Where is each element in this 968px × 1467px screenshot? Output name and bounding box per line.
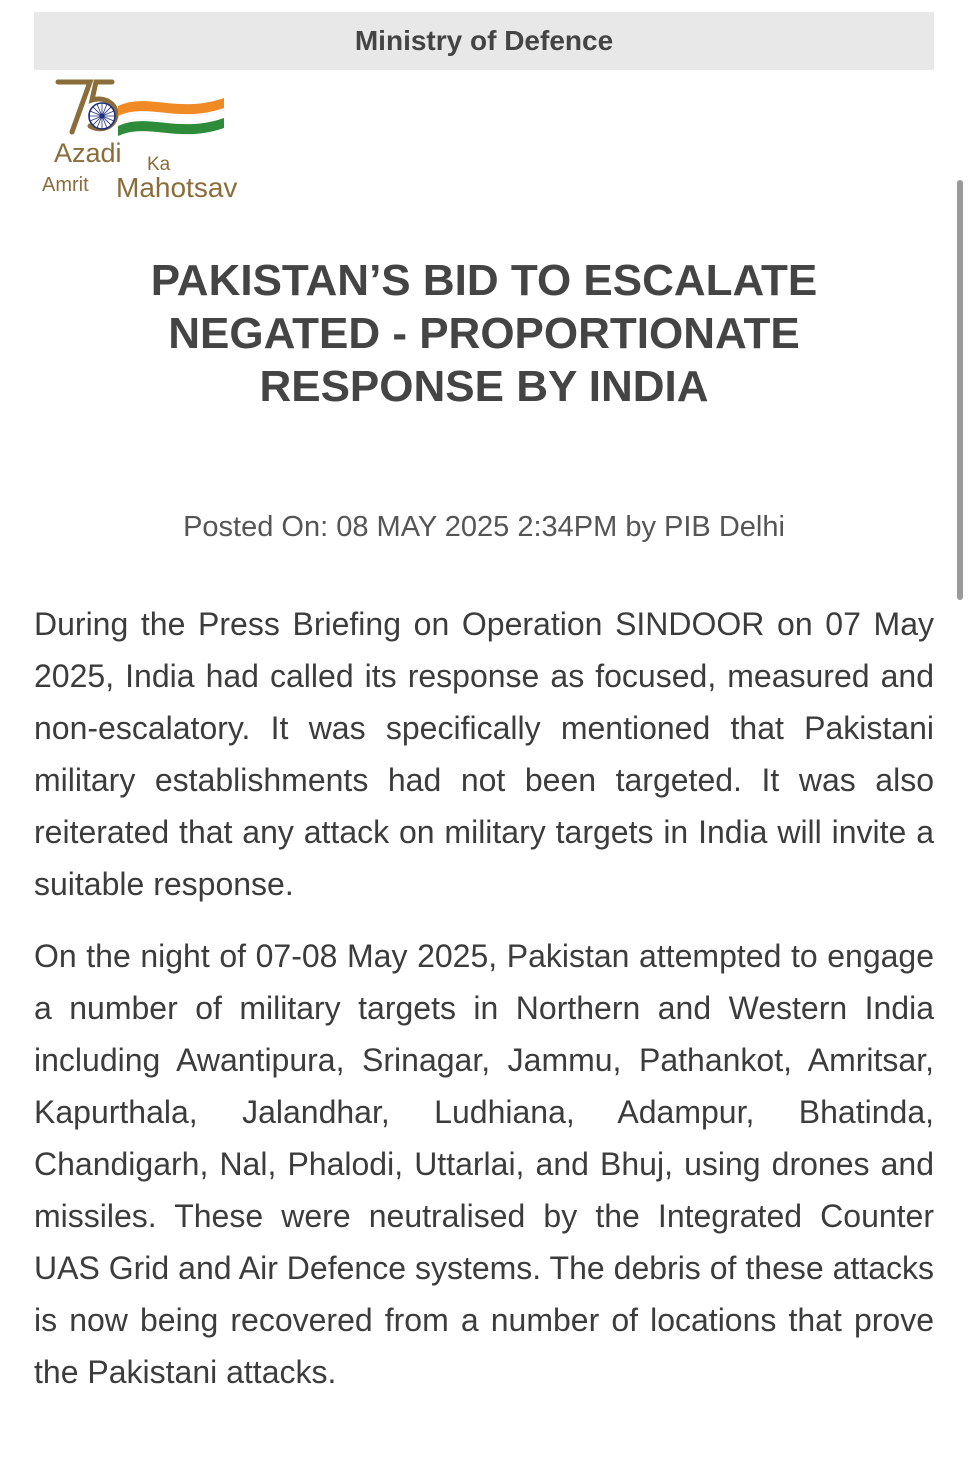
ministry-header	[34, 12, 934, 70]
ministry-name: Ministry of Defence	[354, 25, 614, 56]
vertical-scrollbar[interactable]	[957, 180, 963, 600]
logo-text-ka: Ka	[147, 154, 171, 175]
article-paragraph-2: On the night of 07-08 May 2025, Pakistan attempted to engage a number of military targets in Northern and Western India including Awantipura, Srinagar, Jammu, Pathankot, Amritsar, Kapurthala, Jalandhar, Ludhiana, Adampur, Bhatinda, Chandigarh, Nal, Phalodi, Uttarlai, and Bhuj, using drones and missiles. These were neutralised by the Integrated Counter UAS Grid and Air Defence systems. The debris of these attacks is now being recovered from a number of locations that prove the Pakistani attacks.	[34, 938, 934, 1390]
logo-text-mahotsav: Mahotsav	[116, 172, 238, 203]
azadi-ka-amrit-mahotsav-logo	[38, 74, 278, 214]
posted-on-line: Posted On: 08 MAY 2025 2:34PM by PIB Delhi	[183, 511, 785, 543]
logo-text-azadi: Azadi	[54, 138, 122, 168]
logo-text-amrit: Amrit	[42, 174, 89, 196]
article-title: PAKISTAN’S BID TO ESCALATE NEGATED - PROPORTIONATE RESPONSE BY INDIA	[150, 256, 818, 411]
article-paragraph-1: During the Press Briefing on Operation SINDOOR on 07 May 2025, India had called its response as focused, measured and non-escalatory. It was specifically mentioned that Pakistani military establishments had not been targeted. It was also reiterated that any attack on military targets in India will invite a suitable response.	[34, 606, 934, 902]
